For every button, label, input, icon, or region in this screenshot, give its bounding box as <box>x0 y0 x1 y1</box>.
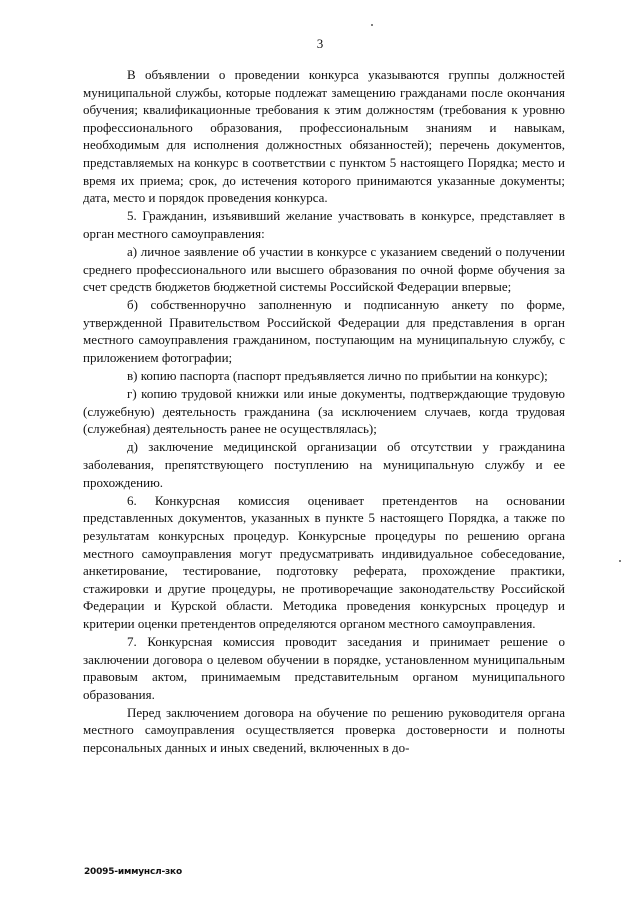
document-body <box>83 66 565 757</box>
paragraph-item-5b: б) собственноручно заполненную и подписанную анкету по форме, утвержденной Правительством Российской Федерации для представления в орган местного самоуправления гражданином, поступающим на муниципальную службу, с приложением фотографии; <box>83 297 565 365</box>
paragraph-item-5: 5. Гражданин, изъявивший желание участвовать в конкурсе, представляет в орган местного самоуправления: <box>83 208 565 241</box>
paragraph-item-5d: д) заключение медицинской организации об отсутствии у гражданина заболевания, препятствующего поступлению на муниципальную службу и ее прохождению. <box>83 439 565 490</box>
paragraph-item-5a: а) личное заявление об участии в конкурсе с указанием сведений о получении среднего профессионального или высшего образования по очной форме обучения за счет средств бюджетов бюджетной системы Российской Федерации впервые; <box>83 243 565 295</box>
document-footer-code: 20095-иммунсл-зко <box>84 867 182 877</box>
paragraph-verification: Перед заключением договора на обучение по решению руководителя органа местного самоуправления осуществляется проверка достоверности и полноты персональных данных и иных сведений, включенных в до- <box>83 704 565 756</box>
paragraph-item-6: 6. Конкурсная комиссия оценивает претендентов на основании представленных документов, указанных в пункте 5 настоящего Порядка, а также по результатам конкурсных процедур. Конкурсные процедуры по решению органа местного самоуправления могут предусматривать индивидуальное собеседование, анкетирование, тестирование, подготовку реферата, прохождение практики, стажировки и другие процедуры, не противоречащие законодательству Российской Федерации и Курской области. Методика проведения конкурсных процедур и критерии оценки претендентов определяются органом местного самоуправления. <box>83 492 565 631</box>
paragraph-announcement: В объявлении о проведении конкурса указываются группы должностей муниципальной службы, которые подлежат замещению гражданами после окончания обучения; квалификационные требования к этим должностям (требования к уровню профессионального образования, профессиональным знаниям и навыкам, необходимым для исполнения должностных обязанностей); перечень документов, представляемых на конкурс в соответствии с пунктом 5 настоящего Порядка; место и время их приема; срок, до истечения которого принимаются указанные документы; дата, место и порядок проведения конкурса. <box>83 67 565 206</box>
page-number: 3 <box>316 36 324 51</box>
scan-speck <box>619 560 621 562</box>
paragraph-item-7: 7. Конкурсная комиссия проводит заседания и принимает решение о заключении договора о целевом обучении в порядке, установленном муниципальным правовым актом, принимаемым представительным органом муниципального образования. <box>83 634 565 702</box>
paragraph-item-5g: г) копию трудовой книжки или иные документы, подтверждающие трудовую (служебную) деятельность гражданина (за исключением случаев, когда трудовая (служебная) деятельность ранее не осуществлялась); <box>83 386 565 437</box>
paragraph-item-5v: в) копию паспорта (паспорт предъявляется лично по прибытии на конкурс); <box>127 368 548 384</box>
scan-speck <box>371 24 373 26</box>
